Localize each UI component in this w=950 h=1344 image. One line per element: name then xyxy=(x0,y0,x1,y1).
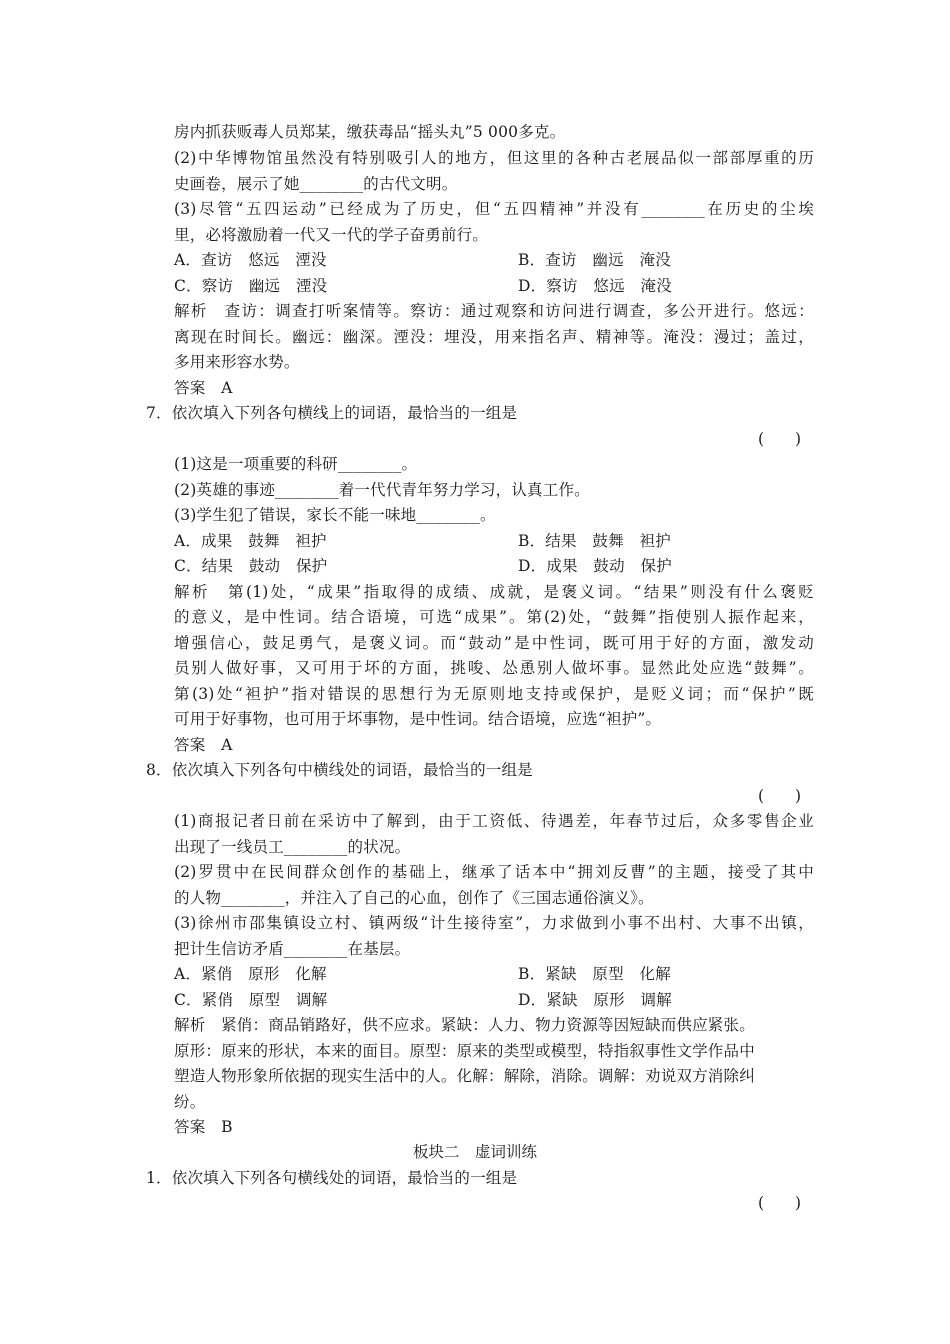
q6-line: 房内抓获贩毒人员郑某，缴获毒品“摇头丸”5 000多克。 xyxy=(174,123,566,141)
q8-answer: 答案 B xyxy=(174,1118,233,1136)
q7-stem: 7．依次填入下列各句横线上的词语，最恰当的一组是 xyxy=(146,404,518,422)
q8-line: 的人物________，并注入了自己的心血，创作了《三国志通俗演义》。 xyxy=(174,889,654,907)
q6-option-a: A．查访 悠远 湮没 xyxy=(174,251,327,269)
q6-answer: 答案 A xyxy=(174,379,233,397)
q7-option-c: C．结果 鼓动 保护 xyxy=(174,557,328,575)
q6-option-d: D．察访 悠远 淹没 xyxy=(518,277,672,295)
q7-line: (1)这是一项重要的科研________。 xyxy=(174,455,418,473)
q8-option-a: A．紧俏 原形 化解 xyxy=(174,965,327,983)
section-q1-answer-paren: ( ) xyxy=(758,1194,802,1212)
q8-answer-paren: ( ) xyxy=(758,787,802,805)
q8-option-b: B．紧缺 原型 化解 xyxy=(518,965,671,983)
q8-analysis-line: 原形：原来的形状，本来的面目。原型：原来的类型或模型，特指叙事性文学作品中 xyxy=(174,1042,755,1060)
q6-line: 里，必将激励着一代又一代的学子奋勇前行。 xyxy=(174,226,489,244)
section-title: 板块二 虚词训练 xyxy=(412,1143,537,1161)
q7-analysis-line: 员别人做好事，又可用于坏的方面，挑唆、怂恿别人做坏事。显然此处应选“鼓舞”。 xyxy=(174,659,814,677)
q8-line: 把计生信访矛盾________在基层。 xyxy=(174,940,411,958)
q7-answer-paren: ( ) xyxy=(758,430,802,448)
q7-analysis-line: 解析 第(1)处，“成果”指取得的成绩、成就，是褒义词。“结果”则没有什么褒贬 xyxy=(174,583,814,601)
q8-option-d: D．紧缺 原形 调解 xyxy=(518,991,672,1009)
q7-answer: 答案 A xyxy=(174,736,233,754)
q6-option-b: B．查访 幽远 淹没 xyxy=(518,251,671,269)
q6-line: (2)中华博物馆虽然没有特别吸引人的地方，但这里的各种古老展品似一部部厚重的历 xyxy=(174,149,814,167)
q6-analysis-line: 离现在时间长。幽远：幽深。湮没：埋没，用来指名声、精神等。淹没：漫过；盖过， xyxy=(174,328,814,346)
q7-analysis-line: 第(3)处“袒护”指对错误的思想行为无原则地支持或保护，是贬义词；而“保护”既 xyxy=(174,685,814,703)
q7-analysis-line: 的意义，是中性词。结合语境，可选“成果”。第(2)处，“鼓舞”指使别人振作起来， xyxy=(174,608,814,626)
q6-line: 史画卷，展示了她________的古代文明。 xyxy=(174,175,458,193)
q7-analysis-line: 可用于好事物，也可用于坏事物，是中性词。结合语境，应选“袒护”。 xyxy=(174,710,662,728)
q8-line: (1)商报记者日前在采访中了解到，由于工资低、待遇差，年春节过后，众多零售企业 xyxy=(174,812,814,830)
q6-analysis-line: 解析 查访：调查打听案情等。察访：通过观察和访问进行调查，多公开进行。悠远： xyxy=(174,302,814,320)
q8-option-c: C．紧俏 原型 调解 xyxy=(174,991,328,1009)
q7-line: (2)英雄的事迹________着一代代青年努力学习，认真工作。 xyxy=(174,481,590,499)
q6-option-c: C．察访 幽远 湮没 xyxy=(174,277,328,295)
q8-stem: 8．依次填入下列各句中横线处的词语，最恰当的一组是 xyxy=(146,761,533,779)
q8-analysis-line: 纷。 xyxy=(174,1093,206,1111)
q7-option-b: B．结果 鼓舞 袒护 xyxy=(518,532,671,550)
q8-analysis-line: 解析 紧俏：商品销路好，供不应求。紧缺：人力、物力资源等因短缺而供应紧张。 xyxy=(174,1016,755,1034)
q8-line: (3)徐州市邵集镇设立村、镇两级“计生接待室”，力求做到小事不出村、大事不出镇， xyxy=(174,914,814,932)
section-q1-stem: 1．依次填入下列各句横线处的词语，最恰当的一组是 xyxy=(146,1169,518,1187)
q7-option-a: A．成果 鼓舞 袒护 xyxy=(174,532,327,550)
q6-analysis-line: 多用来形容水势。 xyxy=(174,353,300,371)
q7-option-d: D．成果 鼓动 保护 xyxy=(518,557,672,575)
q7-analysis-line: 增强信心，鼓足勇气，是褒义词。而“鼓动”是中性词，既可用于好的方面，激发动 xyxy=(174,634,814,652)
q8-line: 出现了一线员工________的状况。 xyxy=(174,838,411,856)
q6-line: (3)尽管“五四运动”已经成为了历史，但“五四精神”并没有________在历史的尘埃 xyxy=(174,200,814,218)
q8-analysis-line: 塑造人物形象所依据的现实生活中的人。化解：解除，消除。调解：劝说双方消除纠 xyxy=(174,1067,755,1085)
q7-line: (3)学生犯了错误，家长不能一味地________。 xyxy=(174,506,496,524)
q8-line: (2)罗贯中在民间群众创作的基础上，继承了话本中“拥刘反曹”的主题，接受了其中 xyxy=(174,863,814,881)
